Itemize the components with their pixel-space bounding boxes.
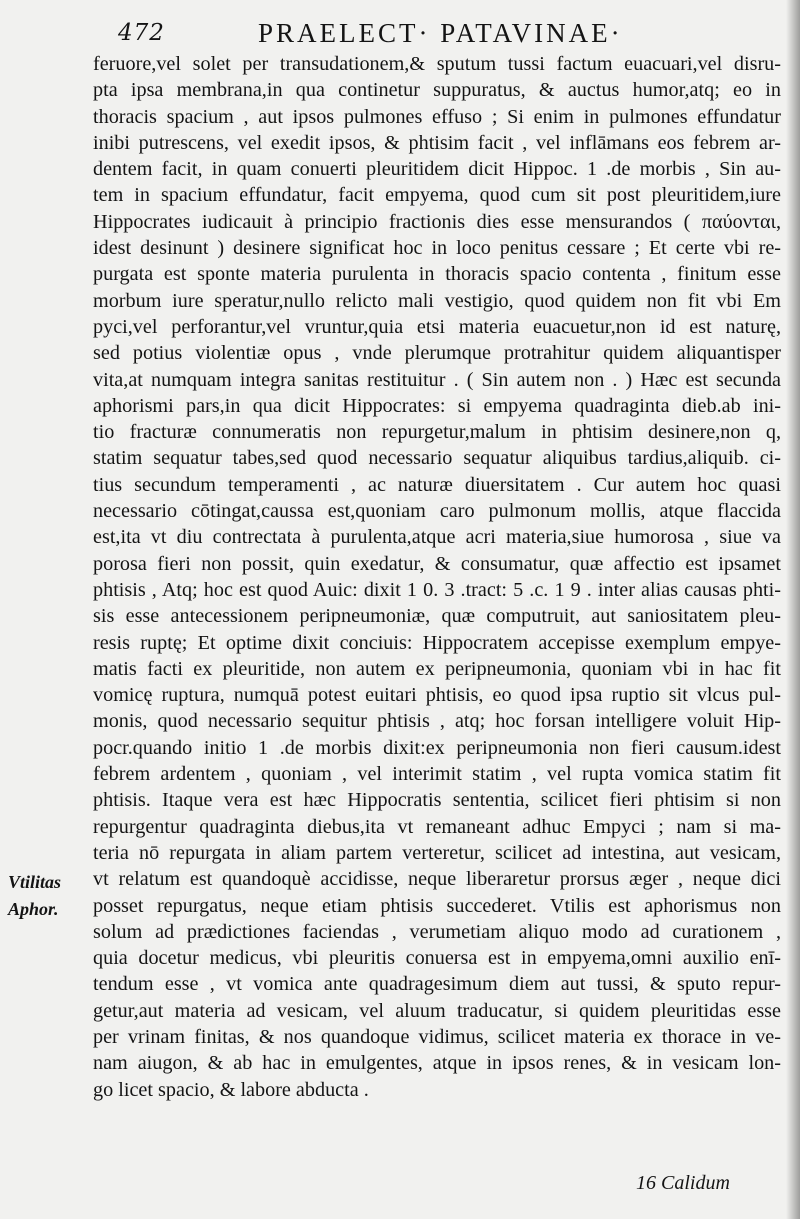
text-line: sis esse antecessionem peripneumoniæ, quæ computruit, aut saniositatem pleu-	[93, 605, 781, 628]
text-line: pyci,vel perforantur,vel vruntur,quia etsi materia euacuetur,non id est naturę,	[93, 315, 781, 338]
text-line: vomicę ruptura, numquā potest euitari phtisis, eo quod ipsa ruptio sit vlcus pul-	[93, 684, 781, 707]
text-line: necessario cōtingat,caussa est,quoniam caro pulmonum mollis, atque flaccida	[93, 500, 781, 523]
text-line: purgata est sponte materia purulenta in thoracis spacio contenta , finitum esse	[93, 263, 781, 286]
text-line: vita,at numquam integra sanitas restituitur . ( Sin autem non . ) Hæc est secunda	[93, 368, 781, 391]
text-line: repurgentur quadraginta diebus,ita vt remaneant adhuc Empyci ; nam si ma-	[93, 815, 781, 838]
margin-note-aphor: Aphor.	[8, 899, 59, 919]
text-line: teria nō repurgata in aliam partem verteretur, scilicet ad intestina, aut vesicam,	[93, 841, 781, 864]
text-line: solum ad prædictiones faciendas , verumetiam aliquo modo ad curationem ,	[93, 920, 781, 943]
text-line: per vrinam finitas, & nos quandoque vidimus, scilicet materia ex thorace in ve-	[93, 1025, 781, 1048]
text-line: getur,aut materia ad vesicam, vel aluum traducatur, si quidem pleuritidas esse	[93, 999, 781, 1022]
text-line: pocr.quando initio 1 .de morbis dixit:ex peripneumonia non fieri causum.idest	[93, 736, 781, 759]
text-line: aphorismi pars,in qua dicit Hippocrates: si empyema quadraginta dieb.ab ini-	[93, 394, 781, 417]
text-line: dentem facit, in quam conuerti pleuritidem dicit Hippoc. 1 .de morbis , Sin au-	[93, 158, 781, 181]
text-line: resis ruptę; Et optime dixit conciuis: Hippocratem accepisse exemplum empye-	[93, 631, 781, 654]
text-line: quia docetur medicus, vbi pleuritis conuersa est in empyema,omni auxilio enī-	[93, 947, 781, 970]
text-line: thoracis spacium , aut ipsos pulmones effuso ; Si enim in pulmones effundatur	[93, 105, 781, 128]
text-line: monis, quod necessario sequitur phtisis , atq; hoc forsan intelligere voluit Hip-	[93, 710, 781, 733]
text-line: morbum iure speratur,nullo relicto mali vestigio, quod quidem non fit vbi Em	[93, 289, 781, 312]
body-text	[93, 51, 781, 1103]
text-line: sed potius violentiæ opus , vnde plerumque protrahitur quidem aliquantisper	[93, 342, 781, 365]
page-edge-shadow	[786, 0, 800, 1219]
text-line: porosa fieri non possit, quin exedatur, & consumatur, quæ affectio est ipsamet	[93, 552, 781, 575]
text-line: matis facti ex pleuritide, non autem ex peripneumonia, quoniam vbi in hac fit	[93, 657, 781, 680]
text-line: phtisis , Atq; hoc est quod Auic: dixit 1 0. 3 .tract: 5 .c. 1 9 . inter alias causas phti-	[93, 578, 781, 601]
text-line: tem in spacium effundatur, facit empyema, quod cum sit post pleuritidem,iure	[93, 184, 781, 207]
margin-note-utilitas: Vtilitas	[8, 872, 62, 892]
text-line: feruore,vel solet per transudationem,& sputum tussi factum euacuari,vel disru-	[93, 53, 781, 75]
page-number: 472	[118, 20, 165, 46]
text-line: Hippocrates iudicauit à principio fractionis dies esse mensurandos ( παύονται,	[93, 210, 781, 233]
text-line: go licet spacio, & labore abducta .	[93, 1078, 369, 1101]
text-line: tio fracturæ connumeratis non repurgetur,malum in phtisim desinere,non q,	[93, 421, 781, 444]
text-line: febrem ardentem , quoniam , vel interimit statim , vel rupta vomica statim fit	[93, 763, 781, 786]
running-head: PRAELECT· PATAVINAE·	[258, 18, 623, 48]
text-line: est,ita vt diu contrectata à purulenta,atque acri materia,siue humorosa , siue va	[93, 526, 781, 549]
text-line: phtisis. Itaque vera est hæc Hippocratis sententia, scilicet fieri phtisim si non	[93, 789, 781, 812]
text-line: pta ipsa membrana,in qua continetur suppuratus, & auctus humor,atq; eo in	[93, 79, 781, 102]
page-header	[118, 16, 768, 50]
text-line: nam aiugon, & ab hac in emulgentes, atque in ipsos renes, & in vesicam lon-	[93, 1052, 781, 1075]
text-line: statim sequatur tabes,sed quod necessario sequatur aliquibus tardius,aliquib. ci-	[93, 447, 781, 470]
text-line: vt relatum est quandoquè accidisse, neque liberaretur prorsus æger , neque dici	[93, 868, 781, 891]
text-line: posset repurgatus, neque etiam phtisis succederet. Vtilis est aphorismus non	[93, 894, 781, 917]
catchword: 16 Calidum	[636, 1172, 730, 1194]
text-line: tius secundum temperamenti , ac naturæ diuersitatem . Cur autem hoc quasi	[93, 473, 781, 496]
text-line: tendum esse , vt vomica ante quadragesimum diem aut tussi, & sputo repur-	[93, 973, 781, 996]
text-line: inibi putrescens, vel exedit ipsos, & phtisim facit , vel inflāmans eos febrem ar-	[93, 131, 781, 154]
text-line: idest desinunt ) desinere significat hoc in loco penitus cessare ; Et certe vbi re-	[93, 237, 781, 260]
